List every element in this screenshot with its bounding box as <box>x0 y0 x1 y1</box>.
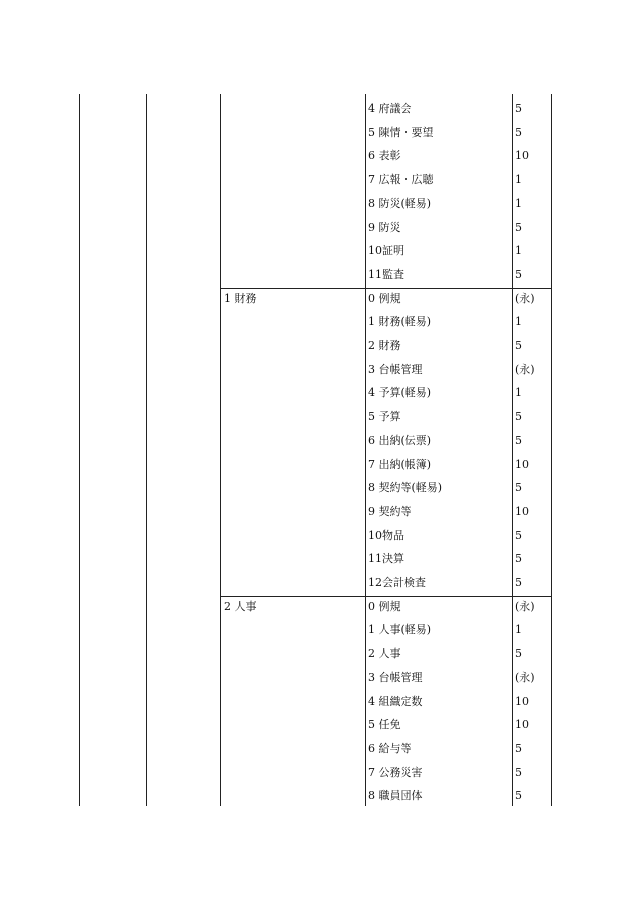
item-name: 10物品 <box>368 528 404 542</box>
item-name: 10証明 <box>368 244 404 258</box>
retention-period: 5 <box>515 339 522 352</box>
retention-period: 5 <box>515 267 522 281</box>
retention-period: (永) <box>515 362 535 376</box>
retention-period: 5 <box>515 410 522 424</box>
retention-period: (永) <box>515 599 535 613</box>
item-name: 2 財務 <box>368 339 401 352</box>
item-name: 9 契約等 <box>368 504 412 518</box>
item-name: 5 陳情・要望 <box>368 125 434 139</box>
item-name: 8 防災(軽易) <box>368 196 432 210</box>
retention-period: 5 <box>515 647 522 661</box>
retention-period: 10 <box>515 149 529 163</box>
column-border <box>365 94 366 806</box>
retention-period: 5 <box>515 741 522 755</box>
item-name: 6 給与等 <box>368 741 412 755</box>
item-name: 4 府議会 <box>368 102 412 115</box>
item-name: 3 台帳管理 <box>368 362 423 376</box>
retention-period: 1 <box>515 244 522 258</box>
retention-period: 1 <box>515 623 522 637</box>
retention-period: 5 <box>515 765 522 779</box>
item-name: 5 任免 <box>368 718 401 732</box>
item-name: 7 広報・広聴 <box>368 173 434 187</box>
item-name: 7 公務災害 <box>368 765 423 779</box>
item-name: 6 出納(伝票) <box>368 433 432 447</box>
retention-period: 5 <box>515 789 522 803</box>
retention-period: 1 <box>515 315 522 329</box>
column-border <box>551 94 552 806</box>
retention-period: 5 <box>515 102 522 115</box>
item-name: 8 職員団体 <box>368 789 423 803</box>
column-border <box>220 94 221 806</box>
retention-period: 1 <box>515 196 522 210</box>
item-name: 5 予算 <box>368 410 401 424</box>
group-divider <box>220 596 552 597</box>
retention-period: 5 <box>515 220 522 234</box>
retention-period: 10 <box>515 504 529 518</box>
retention-period: 1 <box>515 173 522 187</box>
retention-period: 1 <box>515 386 522 400</box>
item-name: 11監査 <box>368 267 404 281</box>
item-name: 7 出納(帳簿) <box>368 457 432 471</box>
category-label: 2 人事 <box>224 599 257 613</box>
item-name: 9 防災 <box>368 220 401 234</box>
column-border <box>512 94 513 806</box>
item-name: 1 人事(軽易) <box>368 623 432 637</box>
retention-period: 5 <box>515 433 522 447</box>
group-divider <box>220 288 552 289</box>
item-name: 2 人事 <box>368 647 401 661</box>
item-name: 4 予算(軽易) <box>368 386 432 400</box>
retention-period: (永) <box>515 670 535 684</box>
item-name: 0 例規 <box>368 599 401 613</box>
retention-period: 5 <box>515 552 522 566</box>
retention-period: 5 <box>515 576 522 589</box>
column-border <box>146 94 147 806</box>
category-label: 1 財務 <box>224 291 257 305</box>
retention-period: 5 <box>515 528 522 542</box>
retention-period: (永) <box>515 291 535 305</box>
item-name: 0 例規 <box>368 291 401 305</box>
retention-period: 10 <box>515 718 529 732</box>
retention-period: 10 <box>515 694 529 708</box>
item-name: 12会計検査 <box>368 576 426 589</box>
retention-period: 5 <box>515 481 522 495</box>
item-name: 8 契約等(軽易) <box>368 481 443 495</box>
item-name: 3 台帳管理 <box>368 670 423 684</box>
item-name: 11決算 <box>368 552 404 566</box>
column-border <box>79 94 80 806</box>
item-name: 6 表彰 <box>368 149 401 163</box>
retention-period: 5 <box>515 125 522 139</box>
item-name: 4 組織定数 <box>368 694 423 708</box>
retention-period: 10 <box>515 457 529 471</box>
item-name: 1 財務(軽易) <box>368 315 432 329</box>
